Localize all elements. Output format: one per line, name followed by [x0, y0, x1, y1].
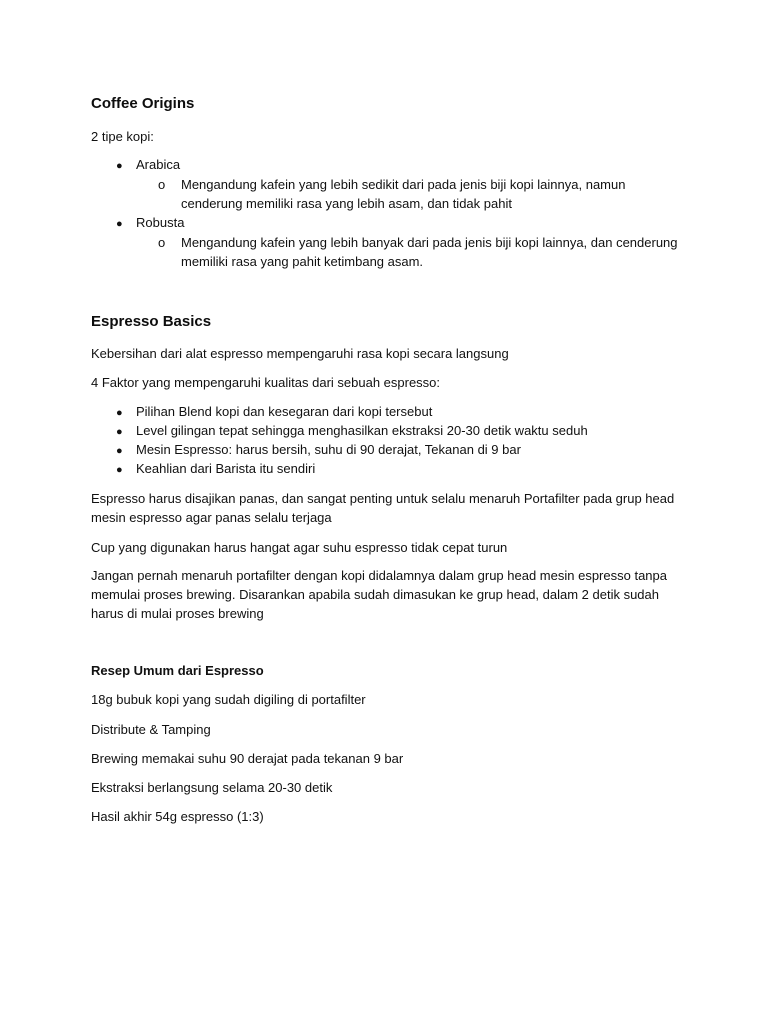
factor-item: Level gilingan tepat sehingga menghasilkan ekstraksi 20-30 detik waktu seduh [136, 423, 588, 438]
factor-item: Keahlian dari Barista itu sendiri [136, 461, 316, 476]
recipe-step: 18g bubuk kopi yang sudah digiling di portafilter [91, 692, 366, 707]
bullet-icon: ● [116, 426, 123, 438]
bullet-icon: ● [116, 464, 123, 476]
paragraph-warm-cup: Cup yang digunakan harus hangat agar suhu espresso tidak cepat turun [91, 540, 508, 555]
factor-item: Pilihan Blend kopi dan kesegaran dari kopi tersebut [136, 404, 433, 419]
coffee-type-robusta: Robusta [136, 215, 185, 230]
circle-bullet-icon: o [158, 177, 166, 192]
bullet-icon: ● [116, 407, 123, 419]
recipe-step: Hasil akhir 54g espresso (1:3) [91, 809, 264, 824]
bullet-icon: ● [116, 445, 123, 457]
recipe-step: Distribute & Tamping [91, 722, 211, 737]
circle-bullet-icon: o [158, 235, 166, 250]
recipe-step: Brewing memakai suhu 90 derajat pada tekanan 9 bar [91, 751, 404, 766]
bullet-icon: ● [116, 160, 123, 172]
heading-resep-umum: Resep Umum dari Espresso [91, 663, 264, 678]
arabica-description: Mengandung kafein yang lebih sedikit dari pada jenis biji kopi lainnya, namun cenderung memiliki rasa yang lebih asam, dan tidak pahit [181, 177, 626, 211]
bullet-icon: ● [116, 218, 123, 230]
paragraph-factors-intro: 4 Faktor yang mempengaruhi kualitas dari sebuah espresso: [91, 375, 441, 390]
coffee-type-arabica: Arabica [136, 157, 181, 172]
factor-item: Mesin Espresso: harus bersih, suhu di 90 derajat, Tekanan di 9 bar [136, 442, 521, 457]
coffee-types-intro: 2 tipe kopi: [91, 129, 154, 144]
paragraph-serve-hot: Espresso harus disajikan panas, dan sangat penting untuk selalu menaruh Portafilter pada grup head mesin espresso agar panas selalu terjaga [91, 491, 675, 525]
heading-espresso-basics: Espresso Basics [91, 313, 212, 330]
paragraph-portafilter-warning: Jangan pernah menaruh portafilter dengan kopi didalamnya dalam grup head mesin espresso tanpa memulai proses brewing. Disarankan apabila sudah dimasukan ke grup head, dalam 2 detik sudah harus di mulai proses brewing [91, 568, 667, 621]
robusta-description: Mengandung kafein yang lebih banyak dari pada jenis biji kopi lainnya, dan cenderung memiliki rasa yang pahit ketimbang asam. [181, 235, 678, 269]
heading-coffee-origins: Coffee Origins [91, 95, 195, 112]
paragraph-cleanliness: Kebersihan dari alat espresso mempengaruhi rasa kopi secara langsung [91, 346, 509, 361]
recipe-step: Ekstraksi berlangsung selama 20-30 detik [91, 780, 333, 795]
